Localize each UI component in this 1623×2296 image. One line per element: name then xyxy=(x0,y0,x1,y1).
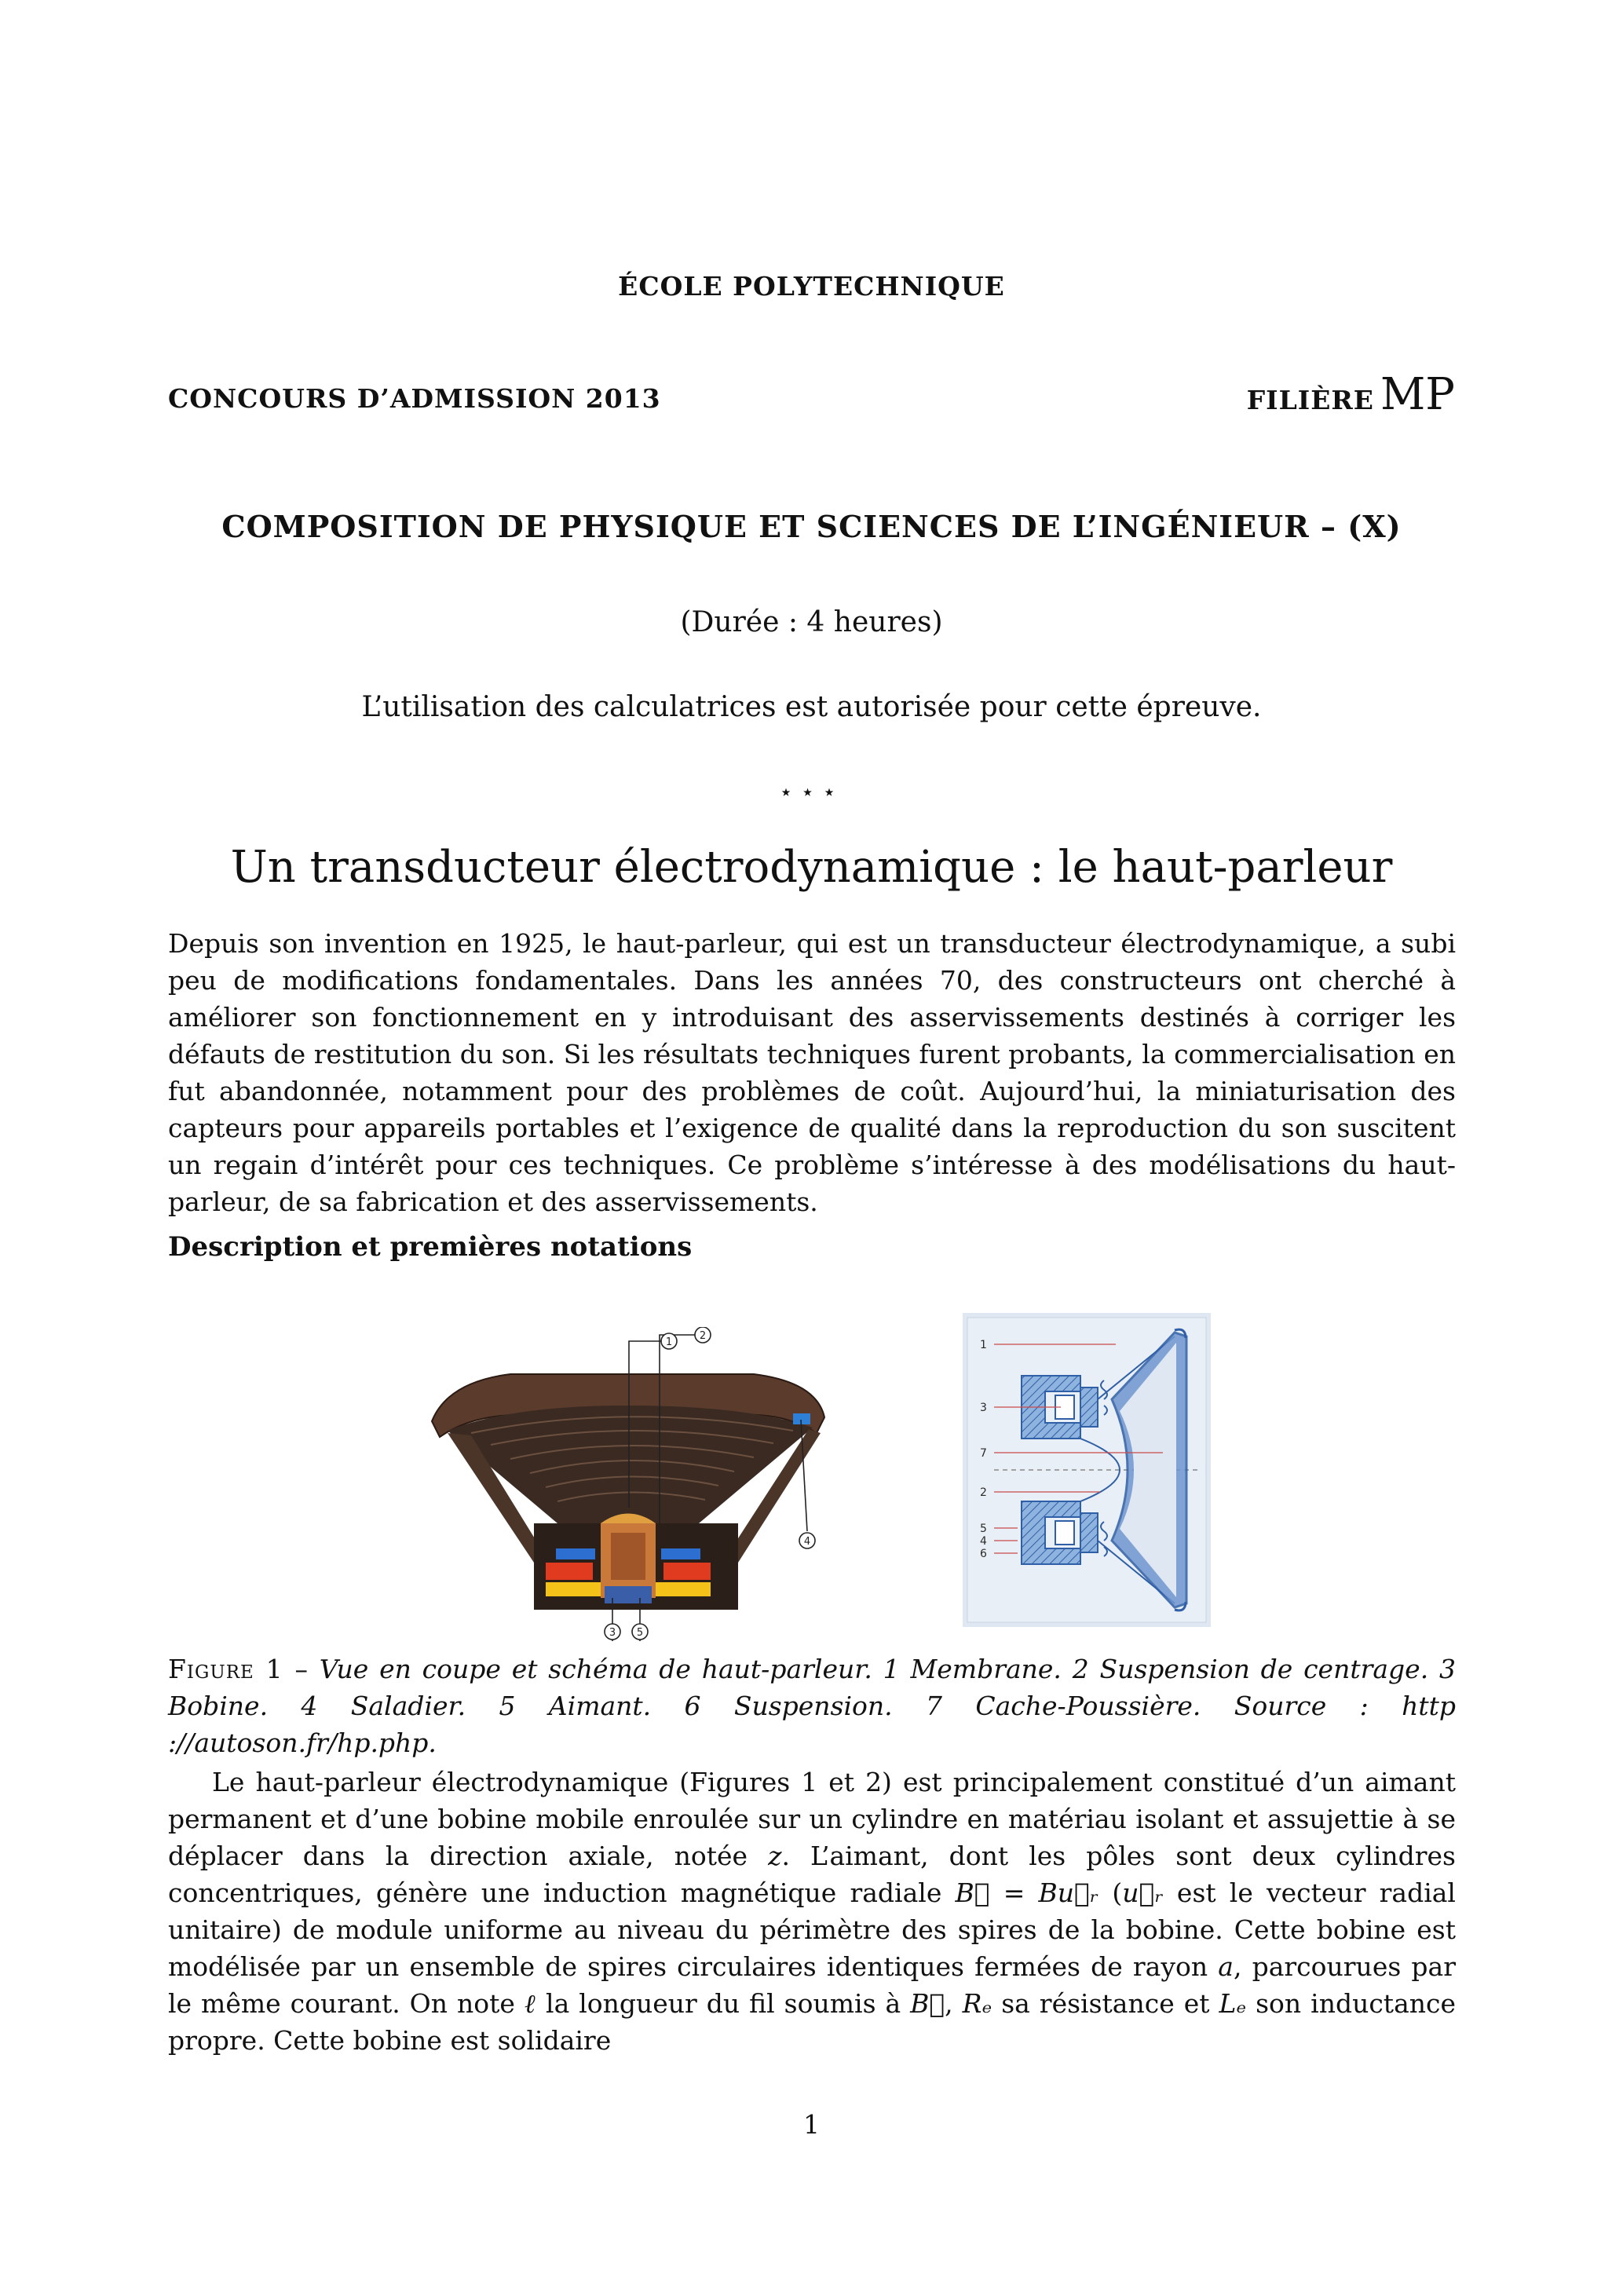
callout-2: 2 xyxy=(699,1330,707,1342)
schematic-label-5: 5 xyxy=(980,1523,987,1535)
separator-stars: ⋆⋆⋆ xyxy=(779,779,844,805)
schematic-label-6: 6 xyxy=(980,1548,987,1560)
intro-paragraph: Depuis son invention en 1925, le haut-parleur, qui est un transducteur électrodynamique, a subi peu de modifications fondamentales. Dans les années 70, des constructeurs ont cherché à améliorer son fonctionnement en y introduisant des asservissements destinés à corriger les défauts de restitution du son. Si les résultats techniques furent probants, la commercialisation en fut abandonnée, notamment pour des problèmes de coût. Aujourd’hui, la miniaturisation des capteurs pour appareils portables et l’exigence de qualité dans la reproduction du son suscitent un regain d’intérêt pour ces techniques. Ce problème s’intéresse à des modélisations du haut-parleur, de sa fabrication et des asservissements. xyxy=(168,928,1456,1217)
figure-caption xyxy=(168,1651,1456,1761)
figure-caption-label: Figure 1 – xyxy=(168,1654,309,1684)
schematic-label-3: 3 xyxy=(980,1402,987,1414)
filiere-label: FILIÈRE xyxy=(1246,385,1374,415)
filiere-value: MP xyxy=(1380,369,1455,420)
concours-label: CONCOURS D’ADMISSION 2013 xyxy=(168,383,661,414)
speaker-schematic xyxy=(963,1313,1211,1627)
figure-caption-text: Vue en coupe et schéma de haut-parleur. 1 Membrane. 2 Suspension de centrage. 3 Bobine. 4 Saladier. 5 Aimant. 6 Suspension. 7 Cache-Poussière. Source : http ://autoson.fr/hp.php. xyxy=(168,1654,1456,1758)
speaker-cutaway-illustration xyxy=(416,1327,840,1641)
filiere xyxy=(1247,369,1455,420)
schematic-label-4: 4 xyxy=(980,1535,987,1548)
page-number: 1 xyxy=(803,2109,820,2140)
callout-1: 1 xyxy=(665,1336,673,1348)
callout-5: 5 xyxy=(636,1627,644,1639)
body-paragraph: Le haut-parleur électrodynamique (Figures 1 et 2) est principalement constitué d’un aimant permanent et d’une bobine mobile enroulée sur un cylindre en matériau isolant et assujettie à se déplacer dans la direction axiale, notée z. L’aimant, dont les pôles sont deux cylindres concentriques, génère une induction magnétique radiale B⃗ = Bu⃗ᵣ (u⃗ᵣ est le vecteur radial unitaire) de module uniforme au niveau du périmètre des spires de la bobine. Cette bobine est modélisée par un ensemble de spires circulaires identiques fermées de rayon a, parcourues par le même courant. On note ℓ la longueur du fil soumis à B⃗, Rₑ sa résistance et Lₑ son inductance propre. Cette bobine est solidaire xyxy=(168,1767,1457,2056)
exam-duration: (Durée : 4 heures) xyxy=(680,606,943,638)
school-name: ÉCOLE POLYTECHNIQUE xyxy=(618,271,1005,302)
calculator-notice: L’utilisation des calculatrices est autorisée pour cette épreuve. xyxy=(361,691,1262,723)
schematic-label-1: 1 xyxy=(980,1339,987,1351)
composition-title: COMPOSITION DE PHYSIQUE ET SCIENCES DE L’INGÉNIEUR – (X) xyxy=(221,509,1402,544)
section-heading: Description et premières notations xyxy=(168,1231,693,1263)
callout-4: 4 xyxy=(803,1536,811,1548)
problem-title: Un transducteur électrodynamique : le haut-parleur xyxy=(230,842,1393,893)
schematic-label-7: 7 xyxy=(980,1447,987,1460)
schematic-label-2: 2 xyxy=(980,1486,987,1499)
callout-3: 3 xyxy=(609,1627,616,1639)
